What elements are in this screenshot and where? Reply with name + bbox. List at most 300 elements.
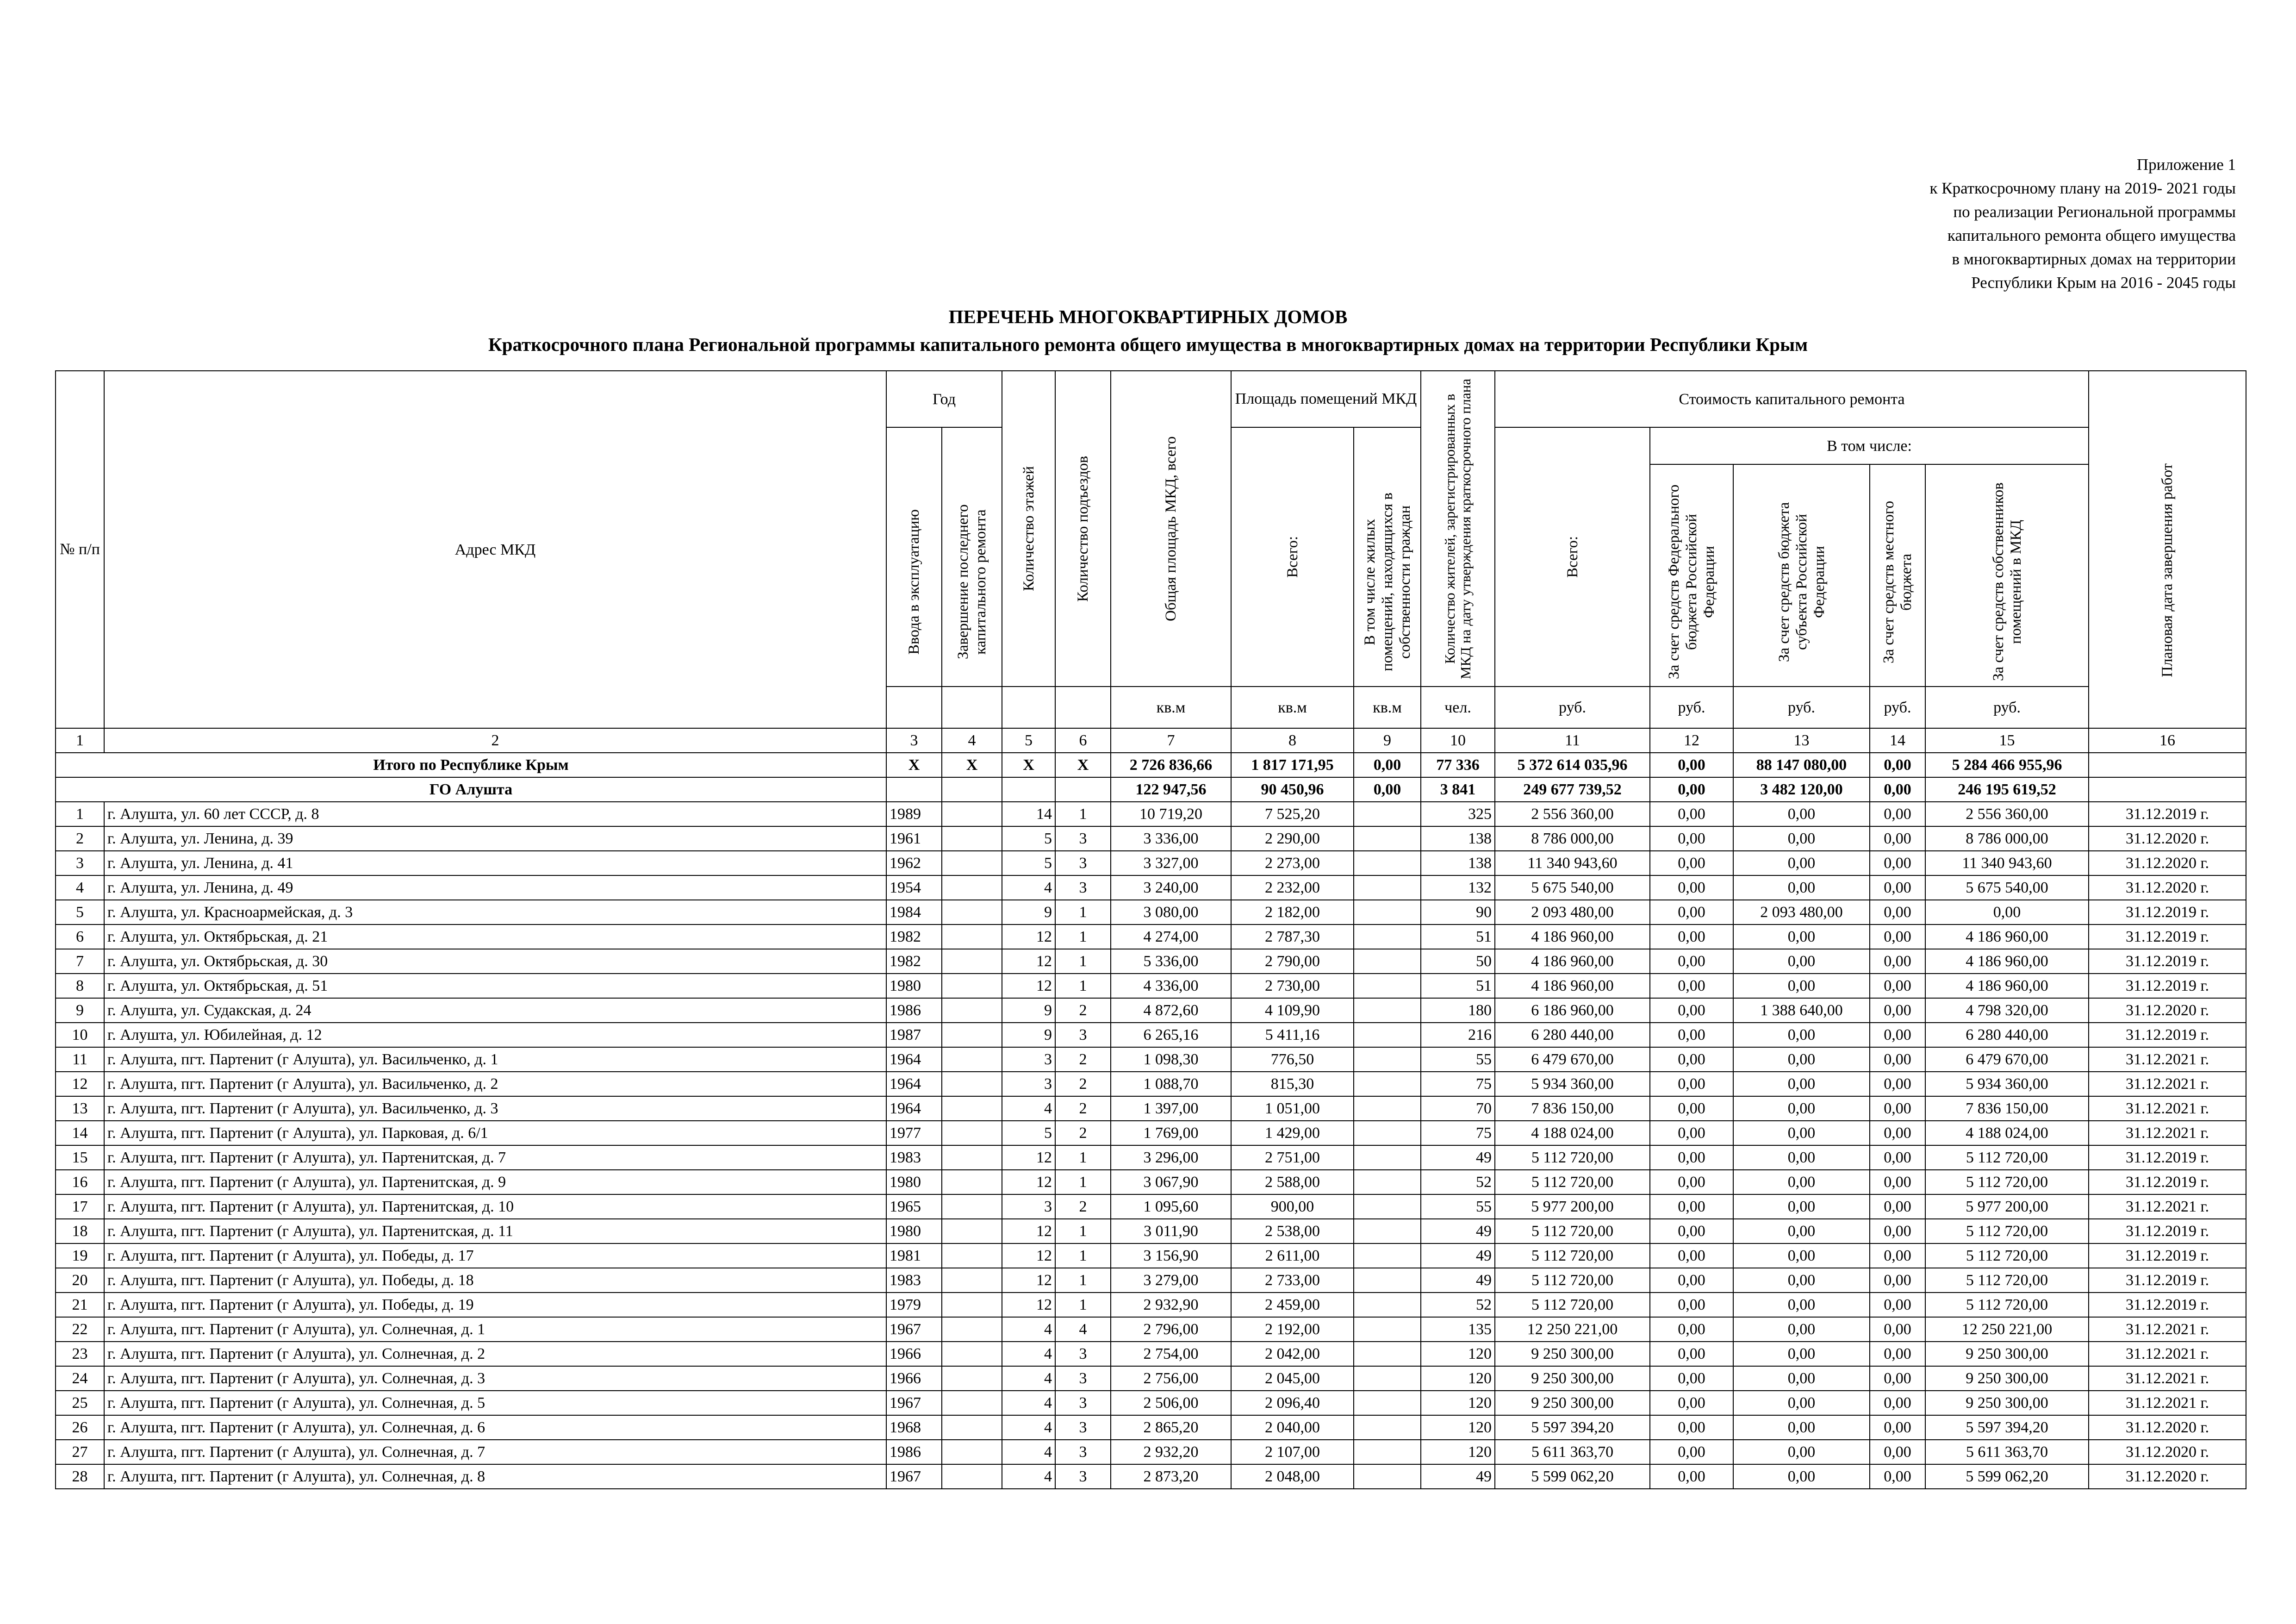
column-numbers-row xyxy=(56,728,2246,753)
table-row xyxy=(56,949,2246,974)
row-planned-date: 31.12.2021 г. xyxy=(2089,1096,2246,1121)
row-address: г. Алушта, пгт. Партенит (г Алушта), ул. Партенитская, д. 11 xyxy=(104,1219,886,1243)
row-cost-local: 0,00 xyxy=(1870,1047,1925,1072)
row-year-last-repair xyxy=(942,1391,1002,1415)
row-area-all: 2 042,00 xyxy=(1231,1342,1354,1366)
table-row xyxy=(56,1342,2246,1366)
row-residents: 325 xyxy=(1421,802,1495,826)
totals-cost-total: 5 372 614 035,96 xyxy=(1495,753,1650,777)
row-number: 2 xyxy=(56,826,104,851)
table-row xyxy=(56,1121,2246,1145)
row-year-built: 1965 xyxy=(886,1194,942,1219)
row-floors: 4 xyxy=(1002,875,1055,900)
row-number: 20 xyxy=(56,1268,104,1293)
row-planned-date: 31.12.2019 г. xyxy=(2089,802,2246,826)
header-cost-total: Всего: xyxy=(1495,427,1650,687)
row-residents: 132 xyxy=(1421,875,1495,900)
row-cost-federal: 0,00 xyxy=(1650,1194,1733,1219)
row-area-all: 2 048,00 xyxy=(1231,1464,1354,1489)
row-planned-date: 31.12.2019 г. xyxy=(2089,1170,2246,1194)
row-area-private xyxy=(1354,1440,1421,1464)
unit-label: руб. xyxy=(1733,687,1870,728)
row-cost-local: 0,00 xyxy=(1870,826,1925,851)
houses-table xyxy=(55,370,2246,1489)
row-year-last-repair xyxy=(942,998,1002,1023)
row-number: 3 xyxy=(56,851,104,875)
row-cost-total: 4 186 960,00 xyxy=(1495,949,1650,974)
row-cost-federal: 0,00 xyxy=(1650,1121,1733,1145)
col-number: 10 xyxy=(1421,728,1495,753)
col-number: 8 xyxy=(1231,728,1354,753)
row-residents: 49 xyxy=(1421,1243,1495,1268)
table-row xyxy=(56,1268,2246,1293)
row-floors: 12 xyxy=(1002,1293,1055,1317)
row-cost-regional: 2 093 480,00 xyxy=(1733,900,1870,924)
row-residents: 75 xyxy=(1421,1072,1495,1096)
row-total-area: 2 873,20 xyxy=(1111,1464,1231,1489)
row-cost-federal: 0,00 xyxy=(1650,1096,1733,1121)
row-total-area: 2 756,00 xyxy=(1111,1366,1231,1391)
row-entrances: 3 xyxy=(1055,1464,1111,1489)
row-year-built: 1961 xyxy=(886,826,942,851)
row-year-built: 1962 xyxy=(886,851,942,875)
table-row xyxy=(56,1317,2246,1342)
table-row xyxy=(56,924,2246,949)
col-number: 9 xyxy=(1354,728,1421,753)
row-floors: 12 xyxy=(1002,1243,1055,1268)
table-row xyxy=(56,1243,2246,1268)
row-planned-date: 31.12.2021 г. xyxy=(2089,1342,2246,1366)
header-cost-local: За счет средств местного бюджета xyxy=(1870,464,1925,687)
unit-label: кв.м xyxy=(1231,687,1354,728)
row-total-area: 3 067,90 xyxy=(1111,1170,1231,1194)
row-floors: 9 xyxy=(1002,1023,1055,1047)
totals-x: X xyxy=(1055,753,1111,777)
row-total-area: 3 240,00 xyxy=(1111,875,1231,900)
row-area-private xyxy=(1354,802,1421,826)
row-entrances: 1 xyxy=(1055,1293,1111,1317)
row-address: г. Алушта, пгт. Партенит (г Алушта), ул. Васильченко, д. 3 xyxy=(104,1096,886,1121)
row-number: 11 xyxy=(56,1047,104,1072)
row-planned-date: 31.12.2020 г. xyxy=(2089,875,2246,900)
row-year-built: 1967 xyxy=(886,1317,942,1342)
row-number: 10 xyxy=(56,1023,104,1047)
row-entrances: 3 xyxy=(1055,1342,1111,1366)
totals-x: X xyxy=(886,753,942,777)
document-subtitle: Краткосрочного плана Региональной программы капитального ремонта общего имущества в многоквартирных домах на территории Республики Крым xyxy=(488,334,1808,355)
row-address: г. Алушта, ул. Судакская, д. 24 xyxy=(104,998,886,1023)
row-cost-owners: 5 112 720,00 xyxy=(1925,1170,2089,1194)
row-cost-regional: 0,00 xyxy=(1733,1415,1870,1440)
row-planned-date: 31.12.2020 г. xyxy=(2089,1415,2246,1440)
row-cost-regional: 0,00 xyxy=(1733,1047,1870,1072)
row-area-private xyxy=(1354,900,1421,924)
totals-cost-regional: 88 147 080,00 xyxy=(1733,753,1870,777)
row-entrances: 1 xyxy=(1055,900,1111,924)
row-planned-date: 31.12.2021 г. xyxy=(2089,1317,2246,1342)
row-address: г. Алушта, пгт. Партенит (г Алушта), ул. Солнечная, д. 5 xyxy=(104,1391,886,1415)
row-cost-total: 5 599 062,20 xyxy=(1495,1464,1650,1489)
row-residents: 180 xyxy=(1421,998,1495,1023)
totals-x: X xyxy=(1002,753,1055,777)
row-area-all: 2 107,00 xyxy=(1231,1440,1354,1464)
row-floors: 12 xyxy=(1002,949,1055,974)
row-year-last-repair xyxy=(942,900,1002,924)
row-cost-local: 0,00 xyxy=(1870,875,1925,900)
totals-label: Итого по Республике Крым xyxy=(56,753,886,777)
table-row xyxy=(56,900,2246,924)
row-cost-total: 6 479 670,00 xyxy=(1495,1047,1650,1072)
row-floors: 3 xyxy=(1002,1194,1055,1219)
row-cost-total: 4 188 024,00 xyxy=(1495,1121,1650,1145)
row-cost-regional: 0,00 xyxy=(1733,826,1870,851)
col-number: 1 xyxy=(56,728,104,753)
row-cost-total: 6 186 960,00 xyxy=(1495,998,1650,1023)
row-area-all: 2 751,00 xyxy=(1231,1145,1354,1170)
row-year-built: 1968 xyxy=(886,1415,942,1440)
row-year-last-repair xyxy=(942,1219,1002,1243)
row-cost-regional: 0,00 xyxy=(1733,1170,1870,1194)
row-cost-local: 0,00 xyxy=(1870,1096,1925,1121)
annex-line: по реализации Региональной программы xyxy=(1953,203,2236,221)
row-cost-regional: 0,00 xyxy=(1733,1194,1870,1219)
col-number: 7 xyxy=(1111,728,1231,753)
row-cost-regional: 0,00 xyxy=(1733,974,1870,998)
row-address: г. Алушта, пгт. Партенит (г Алушта), ул. Партенитская, д. 7 xyxy=(104,1145,886,1170)
row-floors: 4 xyxy=(1002,1096,1055,1121)
row-entrances: 1 xyxy=(1055,802,1111,826)
row-cost-regional: 0,00 xyxy=(1733,1096,1870,1121)
row-number: 7 xyxy=(56,949,104,974)
row-area-all: 2 611,00 xyxy=(1231,1243,1354,1268)
row-area-private xyxy=(1354,1317,1421,1342)
district-total-area: 122 947,56 xyxy=(1111,777,1231,802)
row-cost-owners: 0,00 xyxy=(1925,900,2089,924)
row-year-last-repair xyxy=(942,1293,1002,1317)
totals-x: X xyxy=(942,753,1002,777)
row-area-all: 2 730,00 xyxy=(1231,974,1354,998)
row-year-built: 1966 xyxy=(886,1366,942,1391)
unit-label: руб. xyxy=(1650,687,1733,728)
row-address: г. Алушта, ул. Октябрьская, д. 21 xyxy=(104,924,886,949)
row-cost-regional: 0,00 xyxy=(1733,924,1870,949)
row-floors: 12 xyxy=(1002,924,1055,949)
row-entrances: 2 xyxy=(1055,1072,1111,1096)
row-cost-federal: 0,00 xyxy=(1650,1072,1733,1096)
row-cost-local: 0,00 xyxy=(1870,1342,1925,1366)
header-year-built: Ввода в эксплуатацию xyxy=(886,427,942,687)
header-year-last-repair: Завершение последнего капитального ремонта xyxy=(942,427,1002,687)
table-row xyxy=(56,851,2246,875)
header-area-private: В том числе жилых помещений, находящихся в собственности граждан xyxy=(1354,427,1421,687)
district-cost-local: 0,00 xyxy=(1870,777,1925,802)
table-row xyxy=(56,1072,2246,1096)
row-year-built: 1989 xyxy=(886,802,942,826)
row-cost-federal: 0,00 xyxy=(1650,1366,1733,1391)
row-address: г. Алушта, ул. Ленина, д. 41 xyxy=(104,851,886,875)
district-area-private: 0,00 xyxy=(1354,777,1421,802)
row-cost-local: 0,00 xyxy=(1870,1023,1925,1047)
row-floors: 4 xyxy=(1002,1366,1055,1391)
row-cost-federal: 0,00 xyxy=(1650,1391,1733,1415)
row-cost-total: 4 186 960,00 xyxy=(1495,974,1650,998)
unit-label: руб. xyxy=(1495,687,1650,728)
row-planned-date: 31.12.2020 г. xyxy=(2089,1440,2246,1464)
row-address: г. Алушта, пгт. Партенит (г Алушта), ул. Солнечная, д. 8 xyxy=(104,1464,886,1489)
row-cost-total: 2 556 360,00 xyxy=(1495,802,1650,826)
row-cost-local: 0,00 xyxy=(1870,1293,1925,1317)
row-cost-local: 0,00 xyxy=(1870,851,1925,875)
row-total-area: 3 011,90 xyxy=(1111,1219,1231,1243)
row-cost-total: 8 786 000,00 xyxy=(1495,826,1650,851)
row-address: г. Алушта, ул. Октябрьская, д. 30 xyxy=(104,949,886,974)
row-cost-regional: 1 388 640,00 xyxy=(1733,998,1870,1023)
table-row xyxy=(56,1194,2246,1219)
row-area-all: 900,00 xyxy=(1231,1194,1354,1219)
row-cost-federal: 0,00 xyxy=(1650,1415,1733,1440)
row-entrances: 1 xyxy=(1055,1219,1111,1243)
row-entrances: 1 xyxy=(1055,974,1111,998)
row-floors: 4 xyxy=(1002,1415,1055,1440)
row-number: 16 xyxy=(56,1170,104,1194)
col-number: 4 xyxy=(942,728,1002,753)
row-cost-owners: 5 112 720,00 xyxy=(1925,1268,2089,1293)
row-cost-total: 12 250 221,00 xyxy=(1495,1317,1650,1342)
col-number: 15 xyxy=(1925,728,2089,753)
table-row xyxy=(56,1096,2246,1121)
row-cost-total: 4 186 960,00 xyxy=(1495,924,1650,949)
row-year-built: 1967 xyxy=(886,1464,942,1489)
row-total-area: 1 098,30 xyxy=(1111,1047,1231,1072)
totals-residents: 77 336 xyxy=(1421,753,1495,777)
district-cost-owners: 246 195 619,52 xyxy=(1925,777,2089,802)
row-number: 1 xyxy=(56,802,104,826)
row-cost-federal: 0,00 xyxy=(1650,1440,1733,1464)
row-area-private xyxy=(1354,949,1421,974)
row-area-private xyxy=(1354,998,1421,1023)
row-cost-owners: 8 786 000,00 xyxy=(1925,826,2089,851)
header-area-group: Площадь помещений МКД xyxy=(1231,371,1421,427)
row-year-built: 1982 xyxy=(886,949,942,974)
row-cost-local: 0,00 xyxy=(1870,949,1925,974)
row-year-last-repair xyxy=(942,1170,1002,1194)
row-cost-regional: 0,00 xyxy=(1733,1391,1870,1415)
row-cost-federal: 0,00 xyxy=(1650,875,1733,900)
header-cost-regional: За счет средств бюджета субъекта Российской Федерации xyxy=(1733,464,1870,687)
row-floors: 5 xyxy=(1002,826,1055,851)
row-year-last-repair xyxy=(942,1047,1002,1072)
row-number: 4 xyxy=(56,875,104,900)
row-entrances: 2 xyxy=(1055,1096,1111,1121)
row-cost-local: 0,00 xyxy=(1870,1415,1925,1440)
header-planned-date: Плановая дата завершения работ xyxy=(2089,371,2246,728)
row-year-built: 1983 xyxy=(886,1145,942,1170)
row-cost-local: 0,00 xyxy=(1870,1268,1925,1293)
row-total-area: 3 296,00 xyxy=(1111,1145,1231,1170)
row-cost-federal: 0,00 xyxy=(1650,949,1733,974)
row-cost-owners: 4 186 960,00 xyxy=(1925,974,2089,998)
row-year-last-repair xyxy=(942,924,1002,949)
row-area-all: 2 790,00 xyxy=(1231,949,1354,974)
row-cost-owners: 5 675 540,00 xyxy=(1925,875,2089,900)
row-total-area: 2 796,00 xyxy=(1111,1317,1231,1342)
row-number: 25 xyxy=(56,1391,104,1415)
totals-cost-local: 0,00 xyxy=(1870,753,1925,777)
row-residents: 49 xyxy=(1421,1219,1495,1243)
col-number: 11 xyxy=(1495,728,1650,753)
row-residents: 49 xyxy=(1421,1145,1495,1170)
row-cost-regional: 0,00 xyxy=(1733,1440,1870,1464)
row-cost-owners: 6 280 440,00 xyxy=(1925,1023,2089,1047)
row-number: 13 xyxy=(56,1096,104,1121)
row-number: 23 xyxy=(56,1342,104,1366)
table-row xyxy=(56,1415,2246,1440)
row-cost-total: 5 112 720,00 xyxy=(1495,1243,1650,1268)
row-cost-owners: 4 188 024,00 xyxy=(1925,1121,2089,1145)
header-entrances: Количество подъездов xyxy=(1055,371,1111,687)
row-cost-local: 0,00 xyxy=(1870,1391,1925,1415)
unit-label: кв.м xyxy=(1354,687,1421,728)
annex-line: в многоквартирных домах на территории xyxy=(1952,250,2236,268)
row-floors: 4 xyxy=(1002,1391,1055,1415)
table-row xyxy=(56,1464,2246,1489)
row-residents: 70 xyxy=(1421,1096,1495,1121)
row-residents: 52 xyxy=(1421,1293,1495,1317)
annex-line: к Краткосрочному плану на 2019- 2021 годы xyxy=(1929,179,2236,197)
row-cost-regional: 0,00 xyxy=(1733,1342,1870,1366)
row-cost-federal: 0,00 xyxy=(1650,1170,1733,1194)
row-year-last-repair xyxy=(942,1464,1002,1489)
annex-line: Республики Крым на 2016 - 2045 годы xyxy=(1971,274,2236,292)
table-header xyxy=(56,371,2246,802)
row-cost-local: 0,00 xyxy=(1870,1464,1925,1489)
row-floors: 12 xyxy=(1002,1219,1055,1243)
row-entrances: 4 xyxy=(1055,1317,1111,1342)
row-number: 9 xyxy=(56,998,104,1023)
row-cost-total: 9 250 300,00 xyxy=(1495,1342,1650,1366)
row-residents: 49 xyxy=(1421,1464,1495,1489)
row-floors: 12 xyxy=(1002,1170,1055,1194)
row-area-private xyxy=(1354,1145,1421,1170)
row-area-private xyxy=(1354,851,1421,875)
row-year-last-repair xyxy=(942,1194,1002,1219)
row-residents: 49 xyxy=(1421,1268,1495,1293)
row-planned-date: 31.12.2019 г. xyxy=(2089,1243,2246,1268)
totals-row xyxy=(56,753,2246,777)
row-cost-regional: 0,00 xyxy=(1733,851,1870,875)
row-residents: 120 xyxy=(1421,1440,1495,1464)
row-total-area: 1 769,00 xyxy=(1111,1121,1231,1145)
row-total-area: 3 080,00 xyxy=(1111,900,1231,924)
row-number: 8 xyxy=(56,974,104,998)
row-year-built: 1986 xyxy=(886,998,942,1023)
row-area-private xyxy=(1354,1293,1421,1317)
row-entrances: 3 xyxy=(1055,1023,1111,1047)
row-cost-total: 5 597 394,20 xyxy=(1495,1415,1650,1440)
row-total-area: 4 872,60 xyxy=(1111,998,1231,1023)
row-year-last-repair xyxy=(942,1440,1002,1464)
row-cost-owners: 5 112 720,00 xyxy=(1925,1243,2089,1268)
district-row xyxy=(56,777,2246,802)
row-area-private xyxy=(1354,1464,1421,1489)
row-cost-regional: 0,00 xyxy=(1733,875,1870,900)
row-year-last-repair xyxy=(942,1415,1002,1440)
table-row xyxy=(56,998,2246,1023)
row-residents: 138 xyxy=(1421,851,1495,875)
row-number: 27 xyxy=(56,1440,104,1464)
row-cost-local: 0,00 xyxy=(1870,1170,1925,1194)
district-cost-regional: 3 482 120,00 xyxy=(1733,777,1870,802)
row-year-last-repair xyxy=(942,851,1002,875)
row-address: г. Алушта, ул. 60 лет СССР, д. 8 xyxy=(104,802,886,826)
row-planned-date: 31.12.2020 г. xyxy=(2089,851,2246,875)
row-planned-date: 31.12.2019 г. xyxy=(2089,1268,2246,1293)
row-cost-owners: 9 250 300,00 xyxy=(1925,1366,2089,1391)
row-planned-date: 31.12.2019 г. xyxy=(2089,974,2246,998)
row-area-all: 2 273,00 xyxy=(1231,851,1354,875)
row-floors: 3 xyxy=(1002,1072,1055,1096)
district-cost-total: 249 677 739,52 xyxy=(1495,777,1650,802)
table-row xyxy=(56,1391,2246,1415)
row-year-built: 1982 xyxy=(886,924,942,949)
row-number: 21 xyxy=(56,1293,104,1317)
row-entrances: 2 xyxy=(1055,998,1111,1023)
row-area-all: 815,30 xyxy=(1231,1072,1354,1096)
row-total-area: 1 088,70 xyxy=(1111,1072,1231,1096)
row-cost-regional: 0,00 xyxy=(1733,1366,1870,1391)
table-row xyxy=(56,1145,2246,1170)
row-number: 22 xyxy=(56,1317,104,1342)
row-planned-date: 31.12.2020 г. xyxy=(2089,826,2246,851)
row-cost-federal: 0,00 xyxy=(1650,1243,1733,1268)
row-floors: 5 xyxy=(1002,1121,1055,1145)
row-cost-local: 0,00 xyxy=(1870,802,1925,826)
row-year-last-repair xyxy=(942,1317,1002,1342)
unit-label: руб. xyxy=(1870,687,1925,728)
row-residents: 138 xyxy=(1421,826,1495,851)
row-cost-federal: 0,00 xyxy=(1650,1023,1733,1047)
row-area-private xyxy=(1354,1047,1421,1072)
row-year-last-repair xyxy=(942,949,1002,974)
row-residents: 120 xyxy=(1421,1366,1495,1391)
row-entrances: 1 xyxy=(1055,1170,1111,1194)
row-floors: 4 xyxy=(1002,1342,1055,1366)
row-cost-local: 0,00 xyxy=(1870,924,1925,949)
row-cost-owners: 5 112 720,00 xyxy=(1925,1219,2089,1243)
row-area-private xyxy=(1354,974,1421,998)
header-cost-federal: За счет средств Федерального бюджета Российской Федерации xyxy=(1650,464,1733,687)
district-residents: 3 841 xyxy=(1421,777,1495,802)
row-planned-date: 31.12.2021 г. xyxy=(2089,1072,2246,1096)
row-address: г. Алушта, ул. Ленина, д. 49 xyxy=(104,875,886,900)
table-row xyxy=(56,875,2246,900)
row-cost-total: 5 112 720,00 xyxy=(1495,1219,1650,1243)
row-number: 17 xyxy=(56,1194,104,1219)
row-cost-owners: 2 556 360,00 xyxy=(1925,802,2089,826)
table-row xyxy=(56,1293,2246,1317)
row-cost-regional: 0,00 xyxy=(1733,1317,1870,1342)
row-total-area: 3 336,00 xyxy=(1111,826,1231,851)
row-cost-local: 0,00 xyxy=(1870,998,1925,1023)
row-planned-date: 31.12.2019 г. xyxy=(2089,1023,2246,1047)
row-entrances: 1 xyxy=(1055,1243,1111,1268)
row-planned-date: 31.12.2021 г. xyxy=(2089,1047,2246,1072)
row-total-area: 4 336,00 xyxy=(1111,974,1231,998)
row-address: г. Алушта, пгт. Партенит (г Алушта), ул. Солнечная, д. 7 xyxy=(104,1440,886,1464)
row-year-built: 1966 xyxy=(886,1342,942,1366)
row-area-private xyxy=(1354,1366,1421,1391)
row-planned-date: 31.12.2021 г. xyxy=(2089,1366,2246,1391)
